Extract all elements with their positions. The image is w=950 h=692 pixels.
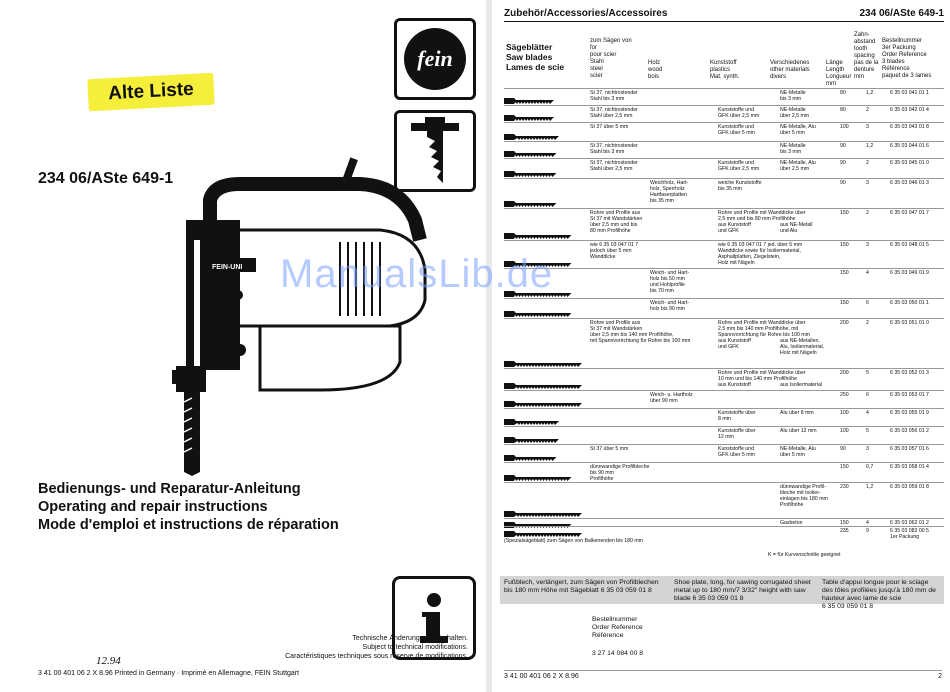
title-line-en: Saw blades: [506, 52, 553, 62]
col-head-plastic: Kunststoff plastics Mat. synth.: [710, 60, 740, 80]
alte-liste-stamp: Alte Liste: [87, 73, 215, 112]
cell-ref: 6 35 03 050 01 1: [890, 300, 929, 306]
cell-plastic: Rohre und Profile mit Wanddicke über 10 mm und bis 140 mm Profilhöhe aus Kunststoff: [718, 370, 806, 388]
cell-steel: St 37 über 5 mm: [590, 446, 629, 452]
watermark: ManualsLib.de: [280, 252, 554, 296]
row-divider: [504, 88, 944, 89]
technical-notes: [228, 634, 468, 661]
order-label: Bestellnummer Order Reference Référence: [592, 616, 643, 639]
k-note: K = für Kurvenschnitte geeignet: [768, 552, 841, 558]
left-footer: 3 41 00 401 06 2 X 8.96 Printed in Germany · Imprimé en Allemagne, FEIN Stuttgart: [38, 670, 300, 677]
tool-label: FEIN-UNI: [212, 264, 243, 271]
row-divider: [504, 390, 944, 391]
table-row: [504, 300, 944, 320]
cell-ref: 6 35 03 053 01 7: [890, 392, 929, 398]
row-divider: [504, 482, 944, 483]
cell-ref: 6 35 03 052 01 3: [890, 370, 929, 376]
cell-other: NE-Metalle bis 3 mm: [780, 143, 806, 155]
row-divider: [504, 526, 944, 527]
fein-logo: [394, 18, 476, 100]
col-head-spacing: Zahn- abstand tooth spacing pas de la denture mm: [854, 32, 879, 80]
table-row: [504, 210, 944, 242]
note-fr: Caractéristiques techniques sous réserve de modifications.: [285, 653, 468, 660]
cell-ref: 6 35 03 048 01 5: [890, 242, 929, 248]
cell-sp: 2: [866, 160, 869, 166]
cell-ref: 6 35 03 062 01 2: [890, 520, 929, 526]
cell-sp: 2: [866, 320, 869, 326]
cell-steel: St 37, nichtrostender Stahl bis 3 mm: [590, 90, 638, 102]
cell-len: 80: [840, 107, 846, 113]
shoe-plate-de: Fußblech, verlängert, zum Sägen von Profilblechen bis 180 mm Höhe mit Sägeblatt 6 35 03 059 01 8: [504, 579, 659, 594]
cell-ref: 6 35 03 043 01 8: [890, 124, 929, 130]
cell-wood: Weichholz, Hart- holz, Sperrholz Hartfaserplatten bis 35 mm: [650, 180, 689, 204]
cell-ref: 6 35 03 045 01 0: [890, 160, 929, 166]
cell-plastic: Kunststoffe und GFK über 2,5 mm: [718, 160, 760, 172]
cell-len: 150: [840, 464, 849, 470]
cell-steel: wie 6 35 03 047 01 7 jedoch über 5 mm Wanddicke: [590, 242, 639, 260]
cell-len: 150: [840, 300, 849, 306]
cell-len: 90: [840, 446, 846, 452]
cell-len: 250: [840, 392, 849, 398]
header-model: 234 06/ASte 649-1: [859, 8, 944, 19]
shoe-plate-note: [500, 576, 944, 610]
row-divider: [504, 408, 944, 409]
cell-sp: 9: [866, 528, 869, 534]
cell-other: aus NE-Metall und Alu: [780, 222, 813, 234]
cell-sp: 5: [866, 428, 869, 434]
cell-steel: St 37, nichtrostender Stahl über 2,5 mm: [590, 107, 638, 119]
cell-ref: 6 35 03 058 01 4: [890, 464, 929, 470]
cell-len: 235: [840, 528, 849, 534]
cell-wood: Weich- u. Hartholz über 90 mm: [650, 392, 693, 404]
table-row: [504, 180, 944, 210]
page-number: 2: [938, 673, 942, 680]
cell-len: 100: [840, 124, 849, 130]
row-divider: [504, 368, 944, 369]
cell-other: Alu über 12 mm: [780, 428, 817, 434]
cell-len: 150: [840, 520, 849, 526]
title-en: Operating and repair instructions: [38, 499, 268, 515]
cell-sp: 1,2: [866, 143, 874, 149]
cell-sp: 1,2: [866, 484, 874, 490]
title-line-fr: Lames de scie: [506, 62, 565, 72]
cell-ref: 6 35 03 059 01 8: [890, 484, 929, 490]
cell-sp: 3: [866, 180, 869, 186]
right-footer-code: 3 41 00 401 06 2 X 8.96: [504, 673, 579, 680]
cell-plastic: Kunststoffe über 8 mm: [718, 410, 756, 422]
cell-wood: Weich- und Hart- holz bis 50 mm und Hohlprofile bis 70 mm: [650, 270, 690, 294]
cell-ref: 6 35 03 055 01 9: [890, 410, 929, 416]
cell-ref: 6 35 03 047 01 7: [890, 210, 929, 216]
cell-len: 150: [840, 210, 849, 216]
cell-ref: 6 35 03 049 01 9: [890, 270, 929, 276]
cell-sp: 3: [866, 446, 869, 452]
cell-sp: 6: [866, 392, 869, 398]
saw-blades-title: [506, 42, 564, 72]
shoe-plate-en: Shoe plate, long, for sawing corrugated sheet metal up to 180 mm/7 3/32" height with saw blade 6 35 03 059 01 8: [674, 579, 811, 602]
cell-sp: 4: [866, 270, 869, 276]
row-divider: [504, 298, 944, 299]
row-divider: [504, 158, 944, 159]
cell-plastic: weiche Kunststoffe bis 35 mm: [718, 180, 762, 192]
cell-plastic: Kunststoffe und GFK über 5 mm: [718, 124, 755, 136]
cell-len: 90: [840, 180, 846, 186]
cell-len: 100: [840, 410, 849, 416]
fein-logo-mark: fein: [404, 28, 466, 90]
row-divider: [504, 462, 944, 463]
cell-ref: 6 35 03 056 01 2: [890, 428, 929, 434]
cell-sp: 3: [866, 242, 869, 248]
table-row: [504, 270, 944, 300]
cell-plastic: Rohre und Profile mit Wanddicke über 2,5 mm und bis 80 mm Profilhöhe aus Kunststoff und GFK: [718, 210, 806, 234]
cell-len: 200: [840, 320, 849, 326]
cell-other: NE-Metalle, Alu über 5 mm: [780, 124, 816, 136]
model-number: 234 06/ASte 649-1: [38, 170, 174, 187]
cell-sp: 4: [866, 520, 869, 526]
cell-len: 100: [840, 428, 849, 434]
jigsaw-illustration: [170, 150, 450, 480]
cell-len: 90: [840, 160, 846, 166]
cell-sp: 3: [866, 124, 869, 130]
cell-len: 230: [840, 484, 849, 490]
cell-ref: 6 35 03 044 01 6: [890, 143, 929, 149]
table-row: [504, 464, 944, 484]
note-en: Subject to technical modifications.: [362, 644, 468, 651]
col-head-length: Länge Length Longueur mm: [826, 60, 852, 87]
cell-steel: dünnwandige Profilbleche bis 90 mm Profilhöhe: [590, 464, 650, 482]
cell-sp: 1,2: [866, 90, 874, 96]
row-divider: [504, 178, 944, 179]
cell-steel: St 37 über 5 mm: [590, 124, 629, 130]
cell-steel: Rohre und Profile aus St 37 mit Wandstärken über 2,5 mm bis 140 mm Profilhöhe, mit Spannvorrichtung für Rohre bis 100 mm: [590, 320, 691, 344]
cell-sp: 2: [866, 210, 869, 216]
accessories-header: [504, 8, 944, 22]
cell-steel: St 37, nichtrostender Stahl über 2,5 mm: [590, 160, 638, 172]
col-head-wood: Holz wood bois: [648, 60, 663, 80]
cell-ref: 6 35 03 046 01 3: [890, 180, 929, 186]
cell-sp: 2: [866, 107, 869, 113]
row-divider: [504, 318, 944, 319]
cell-ref: 6 35 03 083 00 5 1er Packung: [890, 528, 929, 540]
cell-len: 150: [840, 242, 849, 248]
cell-plastic: Kunststoffe und GFK über 5 mm: [718, 446, 755, 458]
right-footer: [504, 670, 942, 680]
cell-ref: 6 35 03 057 01 6: [890, 446, 929, 452]
row-divider: [504, 105, 944, 106]
cell-plastic: Kunststoffe über 12 mm: [718, 428, 756, 440]
cell-ref: 6 35 03 051 01 0: [890, 320, 929, 326]
order-number: 3 27 14 084 00 8: [592, 650, 644, 657]
note-de: Technische Änderungen vorbehalten.: [352, 635, 468, 642]
cell-sp: 5: [866, 370, 869, 376]
special-note: (Spezialsägeblatt) zum Sägen von Balkenenden bis 180 mm: [504, 538, 643, 544]
table-row: [504, 242, 944, 270]
cell-plastic: Rohre und Profile mit Wanddicke über 2,5 mm bis 140 mm Profilhöhe, mit Spannvorrichtung für Rohre bis 100 mm aus Kunststoff und GFK: [718, 320, 810, 350]
table-row: [504, 320, 944, 370]
cell-steel: St 37, nichtrostender Stahl bis 3 mm: [590, 143, 638, 155]
row-divider: [504, 518, 944, 519]
cell-other: NE-Metalle, Alu über 5 mm: [780, 446, 816, 458]
cell-len: 80: [840, 90, 846, 96]
row-divider: [504, 444, 944, 445]
handwritten-date: 12.94: [96, 655, 121, 667]
table-row: [504, 370, 944, 392]
cell-sp: 0,7: [866, 464, 874, 470]
cell-ref: 6 35 03 042 01 4: [890, 107, 929, 113]
cell-ref: 6 35 03 041 01 1: [890, 90, 929, 96]
cell-steel: Rohre und Profile aus St 37 mit Wandstärken über 2,5 mm und bis 80 mm Profilhöhe: [590, 210, 643, 234]
col-head-order: Bestellnummer 3er Packung Order Reference 3 blades Référence paquet de 3 lames: [882, 38, 932, 79]
title-fr: Mode d'emploi et instructions de réparation: [38, 517, 339, 533]
cell-len: 200: [840, 370, 849, 376]
row-divider: [504, 141, 944, 142]
cell-other: NE-Metalle über 2,5 mm: [780, 107, 810, 119]
cell-plastic: Kunststoffe und GFK über 2,5 mm: [718, 107, 760, 119]
col-head-other: Verschiedenes other materials divers: [770, 60, 810, 80]
cell-other: NE-Metalle, Alu über 2,5 mm: [780, 160, 816, 172]
cell-plastic: wie 6 35 03 047 01 7 jed. über 5 mm Wanddicke sowie für Isoliermaterial, Asphaltplatten, Ziegelstein, Holz mit Nägeln: [718, 242, 803, 266]
cell-other: aus NE-Metallen, Alu, Isoliermaterial, Holz mit Nägeln: [780, 338, 825, 356]
col-head-steel: zum Sägen von for pour scier Stahl steel scier: [590, 38, 632, 79]
title-line-de: Sägeblätter: [506, 42, 553, 52]
row-divider: [504, 268, 944, 269]
row-divider: [504, 122, 944, 123]
cell-other: aus Isoliermaterial: [780, 382, 823, 388]
header-title: Zubehör/Accessories/Accessoires: [504, 8, 668, 19]
cell-other: dünnwandige Profil- bleche mit Isolier- einlagen bis 180 mm Profilhöhe: [780, 484, 828, 508]
manual-titles: [38, 480, 339, 534]
cell-other: Alu über 8 mm: [780, 410, 814, 416]
table-row: [504, 160, 944, 180]
row-divider: [504, 240, 944, 241]
row-divider: [504, 208, 944, 209]
row-divider: [504, 426, 944, 427]
cell-sp: 4: [866, 410, 869, 416]
table-row: [504, 484, 944, 520]
cell-len: 150: [840, 270, 849, 276]
right-page: [492, 0, 950, 692]
cell-other: Gasbeton: [780, 520, 803, 526]
title-de: Bedienungs- und Reparatur-Anleitung: [38, 481, 301, 497]
cell-wood: Weich- und Hart- holz bis 90 mm: [650, 300, 690, 312]
cell-sp: 6: [866, 300, 869, 306]
cell-other: NE-Metalle bis 3 mm: [780, 90, 806, 102]
cell-len: 90: [840, 143, 846, 149]
shoe-plate-fr: Table d'appui longue pour le sciage des tôles profilées jusqu'à 180 mm de hauteur avec lame de scie 6 35 03 059 01 8: [822, 579, 936, 610]
